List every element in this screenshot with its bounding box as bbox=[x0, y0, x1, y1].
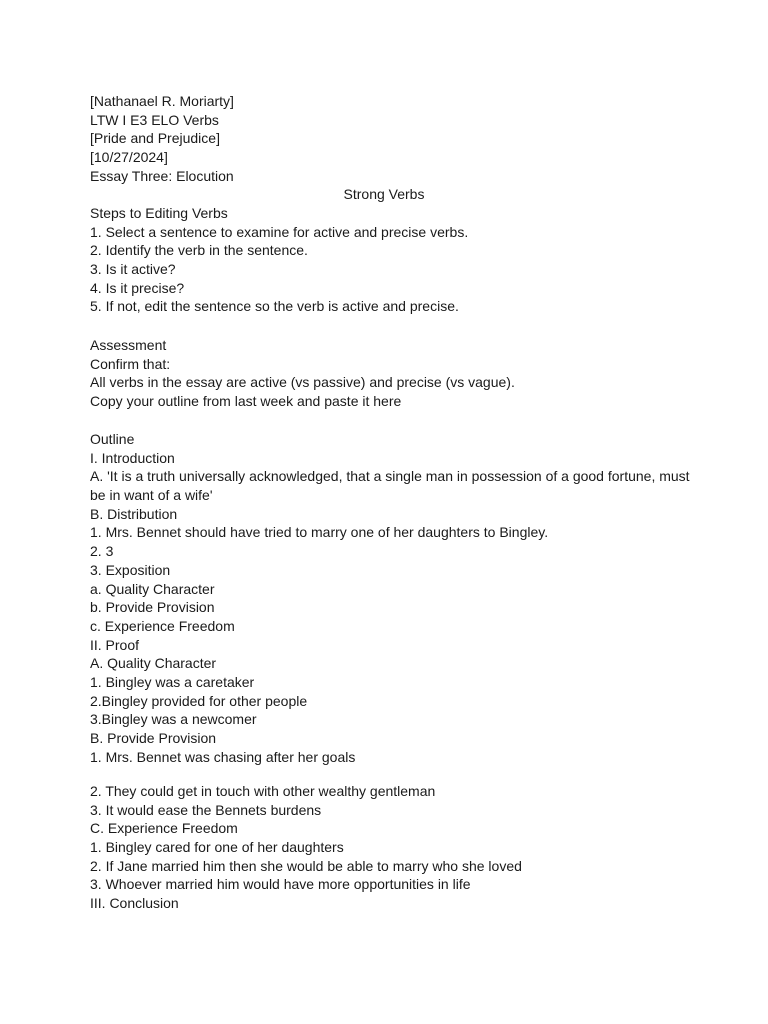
step-item: 4. Is it precise? bbox=[90, 279, 185, 296]
author-line: [Nathanael R. Moriarty] bbox=[90, 93, 234, 109]
assessment-line: Copy your outline from last week and paste it here bbox=[90, 393, 402, 410]
assessment-title: Assessment bbox=[90, 337, 167, 353]
outline-item: II. Proof bbox=[90, 636, 140, 653]
book-line: [Pride and Prejudice] bbox=[90, 130, 220, 147]
outline-item: b. Provide Provision bbox=[90, 599, 215, 616]
step-item: 1. Select a sentence to examine for active and precise verbs. bbox=[90, 223, 469, 240]
outline-item: 1. Bingley was a caretaker bbox=[90, 673, 255, 690]
outline-item: 3. Whoever married him would have more opportunities in life bbox=[90, 876, 471, 893]
outline-item: 1. Mrs. Bennet should have tried to marry one of her daughters to Bingley. bbox=[90, 524, 549, 541]
outline-item: 3. Exposition bbox=[90, 561, 171, 578]
document-heading: Strong Verbs bbox=[343, 186, 425, 203]
outline-item: a. Quality Character bbox=[90, 580, 215, 597]
document-header bbox=[90, 92, 690, 204]
essay-line: Essay Three: Elocution bbox=[90, 167, 234, 184]
assessment-section bbox=[90, 336, 690, 411]
outline-item: III. Conclusion bbox=[90, 895, 179, 912]
outline-item: 1. Mrs. Bennet was chasing after her goals bbox=[90, 748, 356, 765]
steps-title: Steps to Editing Verbs bbox=[90, 205, 228, 221]
outline-item: 2. If Jane married him then she would be able to marry who she loved bbox=[90, 857, 522, 874]
step-item: 2. Identify the verb in the sentence. bbox=[90, 242, 308, 259]
outline-intro: I. Introduction bbox=[90, 449, 175, 466]
outline-item: 1. Bingley cared for one of her daughters bbox=[90, 839, 344, 856]
outline-quote: A. 'It is a truth universally acknowledged, that a single man in possession of a good fortune, must be in want of a wife' bbox=[90, 468, 690, 504]
assessment-line: All verbs in the essay are active (vs passive) and precise (vs vague). bbox=[90, 374, 515, 391]
course-line: LTW I E3 ELO Verbs bbox=[90, 111, 219, 128]
steps-section bbox=[90, 204, 690, 316]
outline-item: 3. It would ease the Bennets burdens bbox=[90, 801, 322, 818]
step-item: 5. If not, edit the sentence so the verb is active and precise. bbox=[90, 298, 459, 315]
outline-section bbox=[90, 430, 690, 766]
outline-item: c. Experience Freedom bbox=[90, 617, 235, 634]
step-item: 3. Is it active? bbox=[90, 261, 176, 278]
date-line: [10/27/2024] bbox=[90, 149, 168, 166]
outline-item: A. Quality Character bbox=[90, 655, 217, 672]
outline-title: Outline bbox=[90, 431, 135, 447]
outline-item: 2. They could get in touch with other wealthy gentleman bbox=[90, 783, 436, 799]
outline-item: C. Experience Freedom bbox=[90, 820, 238, 837]
outline-item: B. Distribution bbox=[90, 505, 178, 522]
outline-item: 2. 3 bbox=[90, 543, 114, 560]
outline-section-continued bbox=[90, 782, 690, 913]
assessment-confirm: Confirm that: bbox=[90, 355, 171, 372]
outline-item: B. Provide Provision bbox=[90, 730, 217, 747]
outline-item: 3.Bingley was a newcomer bbox=[90, 711, 257, 728]
outline-item: 2.Bingley provided for other people bbox=[90, 692, 308, 709]
